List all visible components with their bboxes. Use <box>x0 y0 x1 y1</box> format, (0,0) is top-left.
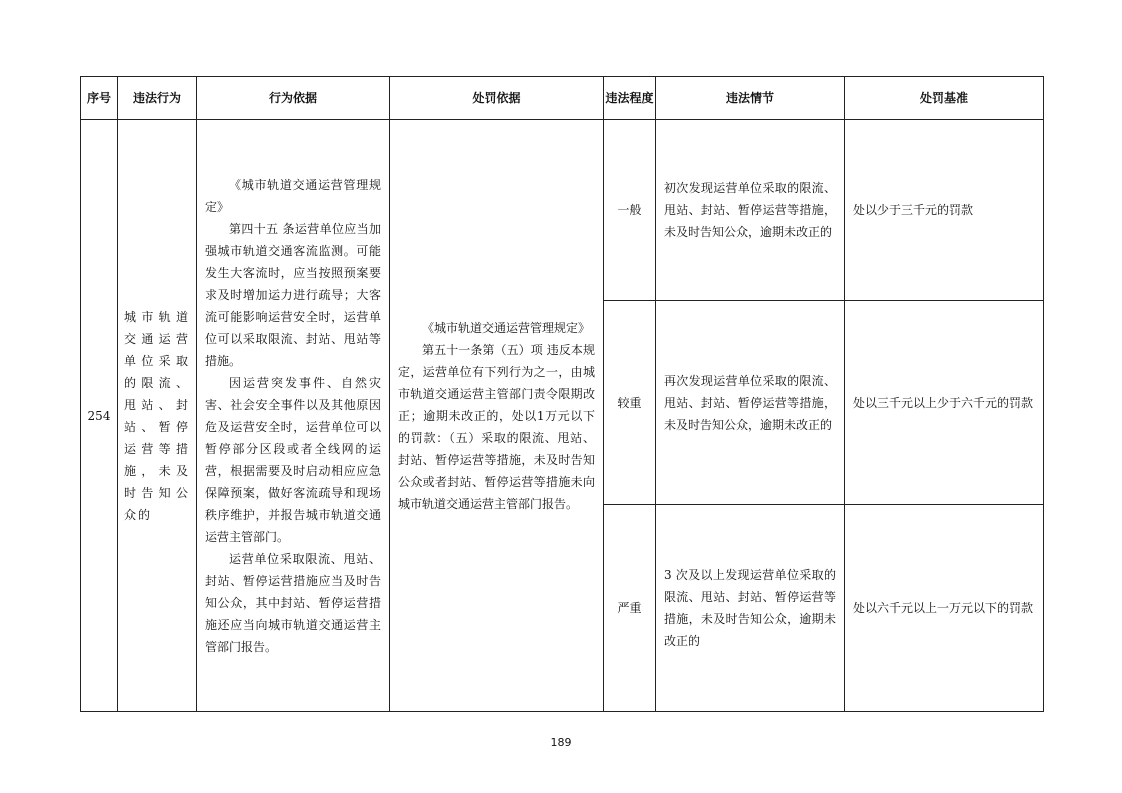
circumstances-cell: 再次发现运营单位采取的限流、甩站、封站、暂停运营等措施，未及时告知公众，逾期未改正的 <box>656 301 845 505</box>
table-row <box>81 120 1044 301</box>
basis-cell <box>197 120 390 712</box>
circumstances-cell: 3 次及以上发现运营单位采取的限流、甩站、封站、暂停运营等措施，未及时告知公众，逾期未改正的 <box>656 505 845 712</box>
basis-article-paragraph: 第四十五 条运营单位应当加强城市轨道交通客流监测。可能发生大客流时，应当按照预案要求及时增加运力进行疏导；大客流可能影响运营安全时，运营单位可以采取限流、封站、甩站等措施。 <box>205 221 381 368</box>
circumstances-cell: 初次发现运营单位采取的限流、甩站、封站、暂停运营等措施，未及时告知公众，逾期未改正的 <box>656 120 845 301</box>
header-basis: 行为依据 <box>197 77 390 120</box>
basis-paragraph: 因运营突发事件、自然灾害、社会安全事件以及其他原因危及运营安全时，运营单位可以暂停部分区段或者全线网的运营，根据需要及时启动相应应急保障预案，做好客流疏导和现场秩序维护，并报告城市轨道交通运营主管部门。 <box>205 375 381 544</box>
basis-regulation-title: 《城市轨道交通运营管理规定》 <box>205 177 381 214</box>
basis-paragraph: 运营单位采取限流、甩站、封站、暂停运营措施应当及时告知公众，其中封站、暂停运营措施还应当向城市轨道交通运营主管部门报告。 <box>205 551 381 654</box>
page-number: 189 <box>550 736 572 749</box>
header-circumstances: 违法情节 <box>656 77 845 120</box>
act-cell: 城市轨道交通运营单位采取的限流、甩站、封站、暂停运营等措施，未及时告知公众的 <box>118 120 197 712</box>
penalty-standard-table <box>80 76 1044 712</box>
serial-cell: 254 <box>81 120 118 712</box>
standard-cell: 处以三千元以上少于六千元的罚款 <box>845 301 1044 505</box>
penalty-article-paragraph: 第五十一条第（五）项 违反本规定，运营单位有下列行为之一，由城市轨道交通运营主管部门责令限期改正；逾期未改正的，处以1万元以下的罚款：（五）采取的限流、甩站、封站、暂停运营等措施，未及时告知公众或者封站、暂停运营等措施未向城市轨道交通运营主管部门报告。 <box>398 342 595 511</box>
header-penalty-basis: 处罚依据 <box>390 77 604 120</box>
degree-cell: 严重 <box>604 505 656 712</box>
standard-cell: 处以六千元以上一万元以下的罚款 <box>845 505 1044 712</box>
penalty-basis-cell <box>390 120 604 712</box>
degree-cell: 较重 <box>604 301 656 505</box>
header-degree: 违法程度 <box>604 77 656 120</box>
standard-cell: 处以少于三千元的罚款 <box>845 120 1044 301</box>
degree-cell: 一般 <box>604 120 656 301</box>
header-act: 违法行为 <box>118 77 197 120</box>
header-serial: 序号 <box>81 77 118 120</box>
header-row <box>81 77 1044 120</box>
header-standard: 处罚基准 <box>845 77 1044 120</box>
penalty-regulation-title: 《城市轨道交通运营管理规定》 <box>422 320 591 335</box>
